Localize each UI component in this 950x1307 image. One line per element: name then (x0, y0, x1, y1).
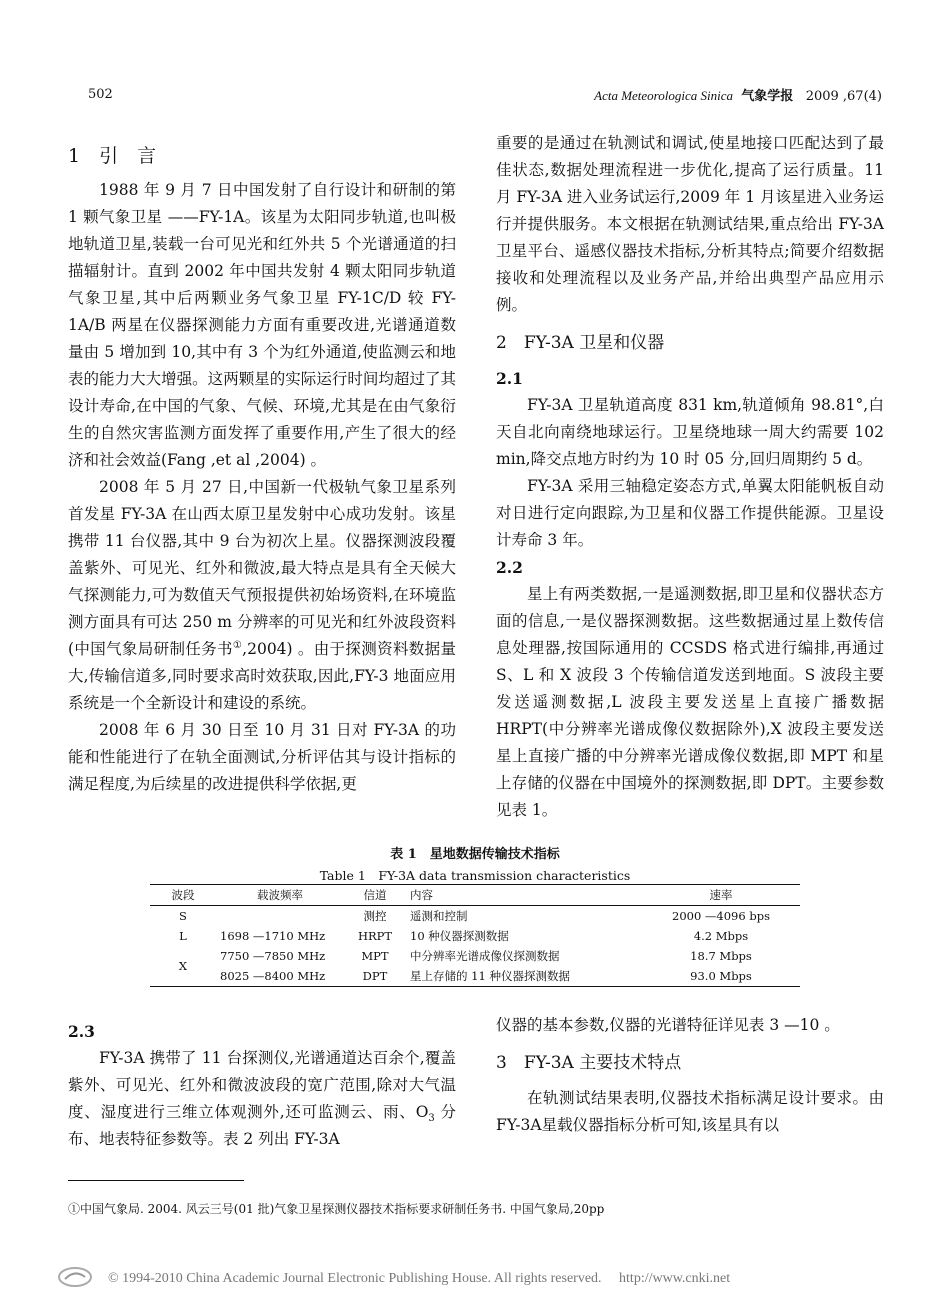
page-footer (0, 1265, 950, 1295)
journal-header (594, 85, 882, 104)
table-caption-cn: 表 1 星地数据传输技术指标 (390, 847, 560, 862)
paragraph-2-3-a: FY-3A 携带了 11 台探测仪,光谱通道达百余个,覆盖紫外、可见光、红外和微波波段的宽广范围,除对大气温度、湿度进行三维立体观测外,还可监测云、雨、O (68, 1049, 456, 1121)
table-caption-en: Table 1 FY-3A data transmission characteristics (319, 868, 631, 883)
table-cell: 8025 —8400 MHz (216, 966, 344, 987)
paragraph-3-a: 在轨测试结果表明,仪器技术指标满足设计要求。由FY-3A星载仪器指标分析可知,该星具有以 (496, 1089, 884, 1134)
section-2-title: 2 FY-3A 卫星和仪器 (496, 333, 665, 353)
footnote-divider (68, 1180, 244, 1181)
section-2-1-title: 2.1 (496, 369, 523, 388)
paragraph-2-a: 2008 年 5 月 27 日,中国新一代极轨气象卫星系列首发星 FY-3A 在山西太原卫星发射中心成功发射。该星携带 11 台仪器,其中 9 台为初次上星。仪器探测波段覆盖紫外、可见光、红外和微波,最大特点是具有全天候大气探测能力,可为数值天气预报提供初始场资料,在环境监测方面具有可达 250 m 分辨率的可见光和红外波段资料(中国气象局研制任务书 (68, 478, 456, 658)
header-rate: 速率 (642, 885, 800, 906)
paragraph-2-b: ,2004) 。由于探测资料数据量大,传输信道多,同时要求高时效获取,因此,FY-3 地面应用系统是一个全新设计和建设的系统。 (68, 640, 456, 712)
paragraph-continued-2: 仪器的基本参数,仪器的光谱特征详见表 3 —10 。 (496, 1016, 840, 1034)
header-band: 波段 (150, 885, 216, 906)
section-2-2-title: 2.2 (496, 558, 523, 577)
table-cell: 测控 (363, 909, 387, 923)
table-cell: 18.7 Mbps (690, 949, 752, 963)
paragraph-2-2: 星上有两类数据,一是遥测数据,即卫星和仪器状态方面的信息,一是仪器探测数据。这些数据通过星上数传信息处理器,按国际通用的 CCSDS 格式进行编排,再通过 S、L 和 X 波段 3 个传输信道发送到地面。S 波段主要发送遥测数据,L 波段主要发送星上直接广播数据 HRPT(中分辨率光谱成像仪数据除外),X 波段主要发送星上直接广播的中分辨率光谱成像仪数据,即 MPT 和星上存储的仪器在中国境外的探测数据,即 DPT。主要参数见表 1。 (496, 585, 884, 819)
table-row (150, 946, 800, 966)
paragraph-2-3-b: 分布、地表特征参数等。表 2 列出 FY-3A (68, 1103, 456, 1148)
header-content: 内容 (406, 885, 642, 906)
table-cell: 1698 —1710 MHz (220, 929, 326, 943)
table-cell: L (179, 929, 187, 943)
table-cell: 2000 —4096 bps (672, 909, 770, 923)
table-cell: 中分辨率光谱成像仪探测数据 (410, 949, 560, 963)
paragraph-2-1-b: FY-3A 采用三轴稳定姿态方式,单翼太阳能帆板自动对日进行定向跟踪,为卫星和仪器工作提供能源。卫星设计寿命 3 年。 (496, 477, 884, 549)
section-3-title: 3 FY-3A 主要技术特点 (496, 1053, 682, 1073)
lower-right-column (496, 1012, 884, 1139)
table-cell: 93.0 Mbps (642, 966, 800, 987)
header-channel: 信道 (344, 885, 406, 906)
paragraph-1: 1988 年 9 月 7 日中国发射了自行设计和研制的第 1 颗气象卫星 ——FY-1A。该星为太阳同步轨道,也叫极地轨道卫星,装载一台可见光和红外共 5 个光谱通道的扫描辐射计。直到 2002 年中国共发射 4 颗太阳同步轨道气象卫星,其中后两颗业务气象卫星 FY-1C/D 较 FY-1A/B 两星在仪器探测能力方面有重要改进,光谱通道数量由 5 增加到 10,其中有 3 个为红外通道,使监测云和地表的能力大大增强。这两颗星的实际运行时间均超过了其设计寿命,在中国的气象、气候、环境,尤其是在由气象衍生的自然灾害监测方面发挥了重要作用,产生了很大的经济和社会效益(Fang ,et al ,2004) 。 (68, 181, 456, 469)
data-transmission-table (150, 884, 800, 987)
table-header-row (150, 885, 800, 906)
table-cell: X (150, 946, 216, 987)
page-number: 502 (88, 87, 113, 102)
paragraph-continued: 重要的是通过在轨测试和调试,使星地接口匹配达到了最佳状态,数据处理流程进一步优化,提高了运行质量。11 月 FY-3A 进入业务试运行,2009 年 1 月该星进入业务运行并提供服务。本文根据在轨测试结果,重点给出 FY-3A 卫星平台、遥感仪器技术指标,分析其特点;简要介绍数据接收和处理流程以及业务产品,并给出典型产品应用示例。 (496, 134, 884, 314)
table-cell: HRPT (357, 929, 393, 943)
ozone-subscript: 3 (428, 1113, 435, 1125)
table-cell: DPT (344, 966, 406, 987)
footnote-marker[interactable]: ① (232, 639, 243, 651)
table-row (150, 966, 800, 987)
table-row (150, 926, 800, 946)
copyright-text: © 1994-2010 China Academic Journal Electronic Publishing House. All rights reserved. http://www.cnki.net (108, 1271, 731, 1286)
journal-volume: 2009 ,67(4) (805, 89, 882, 104)
left-column (68, 140, 456, 798)
table-row (150, 906, 800, 927)
paragraph-2-1-a: FY-3A 卫星轨道高度 831 km,轨道倾角 98.81°,白天自北向南绕地球运行。卫星绕地球一周大约需要 102 min,降交点地方时约为 10 时 05 分,回归周期约 5 d。 (496, 396, 884, 468)
section-2-3-title: 2.3 (68, 1022, 95, 1041)
table-cell: S (179, 909, 187, 923)
header-frequency: 载波频率 (216, 885, 344, 906)
table-cell (216, 906, 344, 927)
table-cell: 7750 —7850 MHz (220, 949, 326, 963)
table-cell: 10 种仪器探测数据 (410, 929, 509, 943)
lower-left-column (68, 1018, 456, 1153)
table-cell: MPT (361, 949, 389, 963)
paragraph-2-3 (68, 1045, 456, 1153)
table-cell: 星上存储的 11 种仪器探测数据 (406, 966, 642, 987)
footnote: ①中国气象局. 2004. 风云三号(01 批)气象卫星探测仪器技术指标要求研制任务书. 中国气象局,20pp (68, 1202, 605, 1216)
paragraph-2 (68, 474, 456, 717)
right-column (496, 130, 884, 824)
table-cell: 遥测和控制 (410, 909, 468, 923)
section-1-title: 1 引 言 (68, 145, 157, 167)
journal-latin-name: Acta Meteorologica Sinica (594, 88, 733, 103)
table-cell: 4.2 Mbps (693, 929, 749, 943)
publisher-logo-icon (55, 1265, 95, 1289)
journal-cn-name: 气象学报 (741, 89, 794, 104)
paragraph-3: 2008 年 6 月 30 日至 10 月 31 日对 FY-3A 的功能和性能进行了在轨全面测试,分析评估其与设计指标的满足程度,为后续星的改进提供科学依据,更 (68, 721, 456, 793)
